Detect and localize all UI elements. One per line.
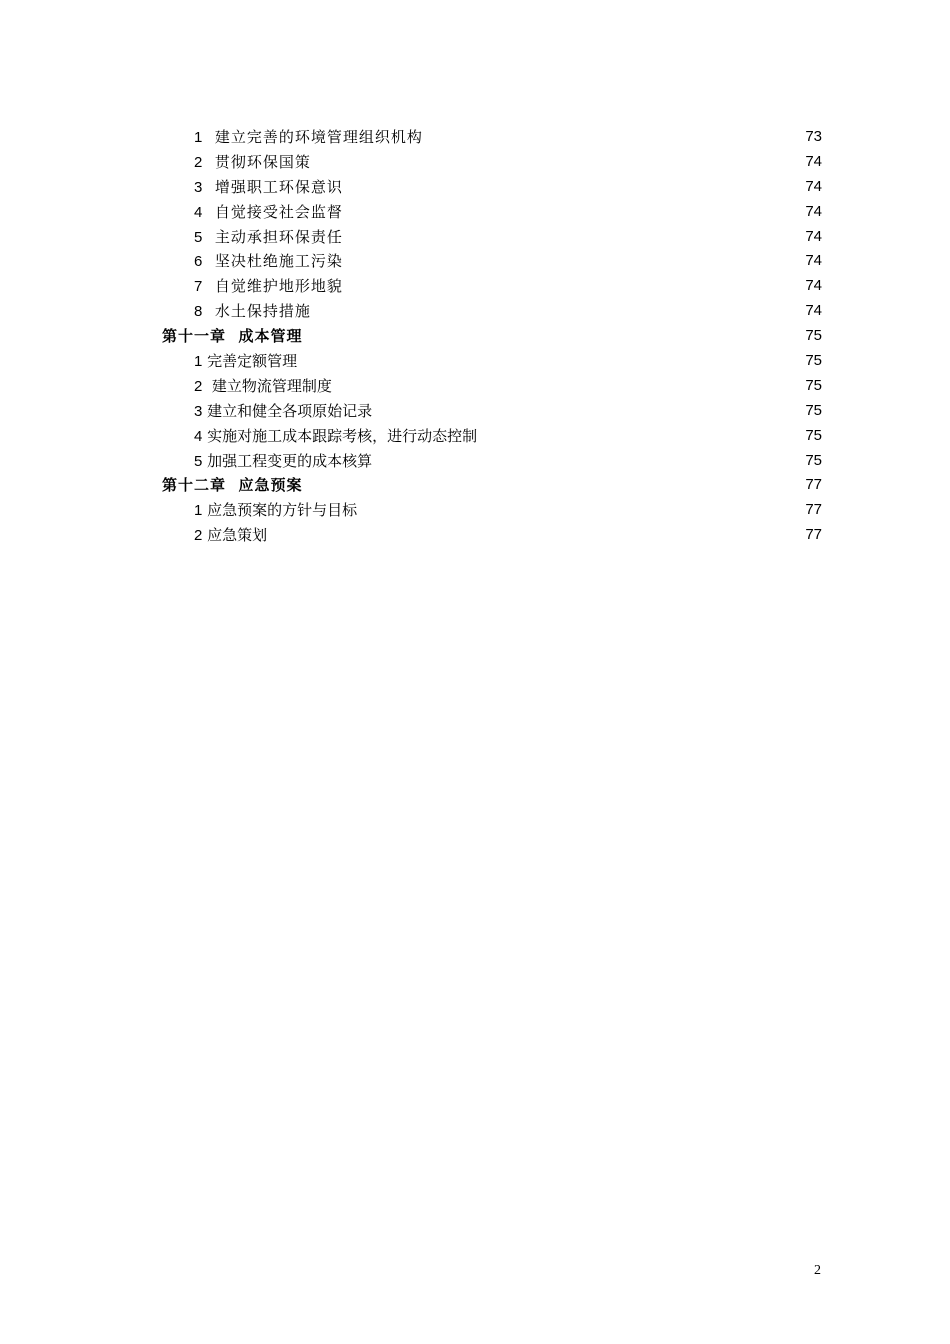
toc-chapter-entry[interactable] bbox=[162, 473, 824, 498]
toc-entry-text: 完善定额管理 bbox=[207, 352, 298, 371]
toc-page-number: 77 bbox=[805, 526, 822, 544]
toc-section-entry[interactable] bbox=[162, 274, 824, 299]
toc-entry-text: 第十二章 应急预案 bbox=[162, 476, 303, 495]
toc-section-entry[interactable] bbox=[162, 125, 824, 150]
toc-entry-separator bbox=[203, 178, 215, 196]
toc-entry-number: 4 bbox=[194, 203, 204, 221]
toc-page-number: 75 bbox=[805, 327, 822, 345]
toc-entry-text: 第十一章 成本管理 bbox=[162, 327, 303, 346]
toc-section-entry[interactable] bbox=[162, 225, 824, 250]
toc-entry-title bbox=[194, 125, 423, 151]
toc-section-entry[interactable] bbox=[162, 150, 824, 175]
toc-entry-number: 1 bbox=[194, 502, 203, 520]
toc-entry-number: 2 bbox=[194, 377, 203, 395]
toc-section-entry[interactable] bbox=[162, 449, 824, 474]
toc-entry-title bbox=[162, 324, 302, 349]
toc-entry-title bbox=[194, 175, 343, 201]
toc-entry-separator bbox=[203, 128, 215, 146]
toc-entry-title bbox=[194, 150, 311, 176]
toc-entry-title bbox=[194, 424, 477, 450]
toc-entry-text: 建立和健全各项原始记录 bbox=[207, 401, 373, 420]
toc-entry-text: 贯彻环保国策 bbox=[214, 152, 311, 171]
toc-page-number: 74 bbox=[805, 177, 822, 195]
toc-section-entry[interactable] bbox=[162, 299, 824, 324]
toc-page-number: 75 bbox=[805, 376, 822, 394]
toc-page-number: 75 bbox=[805, 451, 822, 469]
page-number: 2 bbox=[814, 1263, 821, 1278]
toc-section-entry[interactable] bbox=[162, 349, 824, 374]
toc-section-entry[interactable] bbox=[162, 200, 824, 225]
toc-entry-title bbox=[194, 498, 357, 524]
toc-entry-number: 1 bbox=[194, 129, 204, 146]
toc-section-entry[interactable] bbox=[162, 399, 824, 424]
toc-entry-title bbox=[194, 225, 343, 251]
toc-entry-separator bbox=[203, 277, 215, 295]
toc-entry-number: 3 bbox=[194, 178, 204, 196]
toc-chapter-entry[interactable] bbox=[162, 324, 824, 349]
toc-entry-text: 加强工程变更的成本核算 bbox=[207, 451, 373, 470]
toc-entry-text: 应急策划 bbox=[207, 526, 268, 545]
toc-page-number: 77 bbox=[805, 476, 822, 494]
toc-entry-number: 4 bbox=[194, 427, 203, 445]
toc-page-number: 77 bbox=[805, 501, 822, 519]
toc-entry-number: 5 bbox=[194, 228, 204, 246]
toc-page-number: 75 bbox=[805, 352, 822, 370]
toc-entry-separator bbox=[203, 228, 215, 246]
toc-entry-text: 自觉接受社会监督 bbox=[214, 202, 343, 221]
toc-page-number: 73 bbox=[805, 128, 822, 145]
toc-entry-number: 1 bbox=[194, 353, 203, 371]
toc-entry-separator bbox=[203, 252, 215, 270]
toc-section-entry[interactable] bbox=[162, 498, 824, 523]
toc-section-entry[interactable] bbox=[162, 424, 824, 449]
toc-entry-title bbox=[162, 473, 302, 498]
toc-page-number: 74 bbox=[805, 277, 822, 295]
toc-page-number: 74 bbox=[805, 152, 822, 170]
toc-page-number: 74 bbox=[805, 227, 822, 245]
toc-entry-number: 6 bbox=[194, 253, 204, 271]
toc-page-number: 74 bbox=[805, 252, 822, 270]
toc-page-number: 75 bbox=[805, 401, 822, 419]
toc-entry-title bbox=[194, 274, 343, 300]
toc-entry-title bbox=[194, 449, 372, 475]
toc-page-number: 74 bbox=[805, 302, 822, 320]
toc-entry-text: 自觉维护地形地貌 bbox=[214, 277, 343, 296]
toc-entry-text: 建立物流管理制度 bbox=[211, 376, 332, 395]
toc-section-entry[interactable] bbox=[162, 374, 824, 399]
toc-entry-text: 水土保持措施 bbox=[214, 302, 311, 321]
toc-entry-text: 应急预案的方针与目标 bbox=[207, 501, 358, 520]
toc-entry-title bbox=[194, 349, 297, 375]
toc-entry-number: 7 bbox=[194, 278, 204, 296]
toc-entry-title bbox=[194, 374, 332, 400]
toc-entry-text: 坚决杜绝施工污染 bbox=[214, 252, 343, 271]
toc-entry-number: 8 bbox=[194, 303, 204, 321]
toc-entry-separator bbox=[203, 153, 215, 171]
toc-entry-text: 主动承担环保责任 bbox=[214, 227, 343, 246]
toc-entry-title bbox=[194, 299, 311, 325]
toc-entry-separator bbox=[203, 203, 215, 221]
toc-entry-separator bbox=[203, 302, 215, 320]
toc-section-entry[interactable] bbox=[162, 175, 824, 200]
toc-entry-title bbox=[194, 399, 372, 425]
toc-entry-number: 3 bbox=[194, 402, 203, 420]
toc-entry-number: 2 bbox=[194, 527, 203, 545]
toc-entry-text: 增强职工环保意识 bbox=[214, 177, 343, 196]
toc-entry-number: 5 bbox=[194, 452, 203, 470]
toc-section-entry[interactable] bbox=[162, 523, 824, 548]
toc-entry-title bbox=[194, 523, 267, 549]
toc-entry-number: 2 bbox=[194, 153, 204, 171]
toc-entry-title bbox=[194, 200, 343, 226]
toc-entry-text: 建立完善的环境管理组织机构 bbox=[214, 128, 423, 146]
toc-page-number: 75 bbox=[805, 426, 822, 444]
toc-entry-separator bbox=[202, 377, 212, 395]
toc-entry-text: 实施对施工成本跟踪考核，进行动态控制 bbox=[207, 426, 478, 445]
table-of-contents bbox=[162, 125, 824, 548]
toc-entry-title bbox=[194, 249, 343, 275]
toc-section-entry[interactable] bbox=[162, 249, 824, 274]
toc-page-number: 74 bbox=[805, 202, 822, 220]
